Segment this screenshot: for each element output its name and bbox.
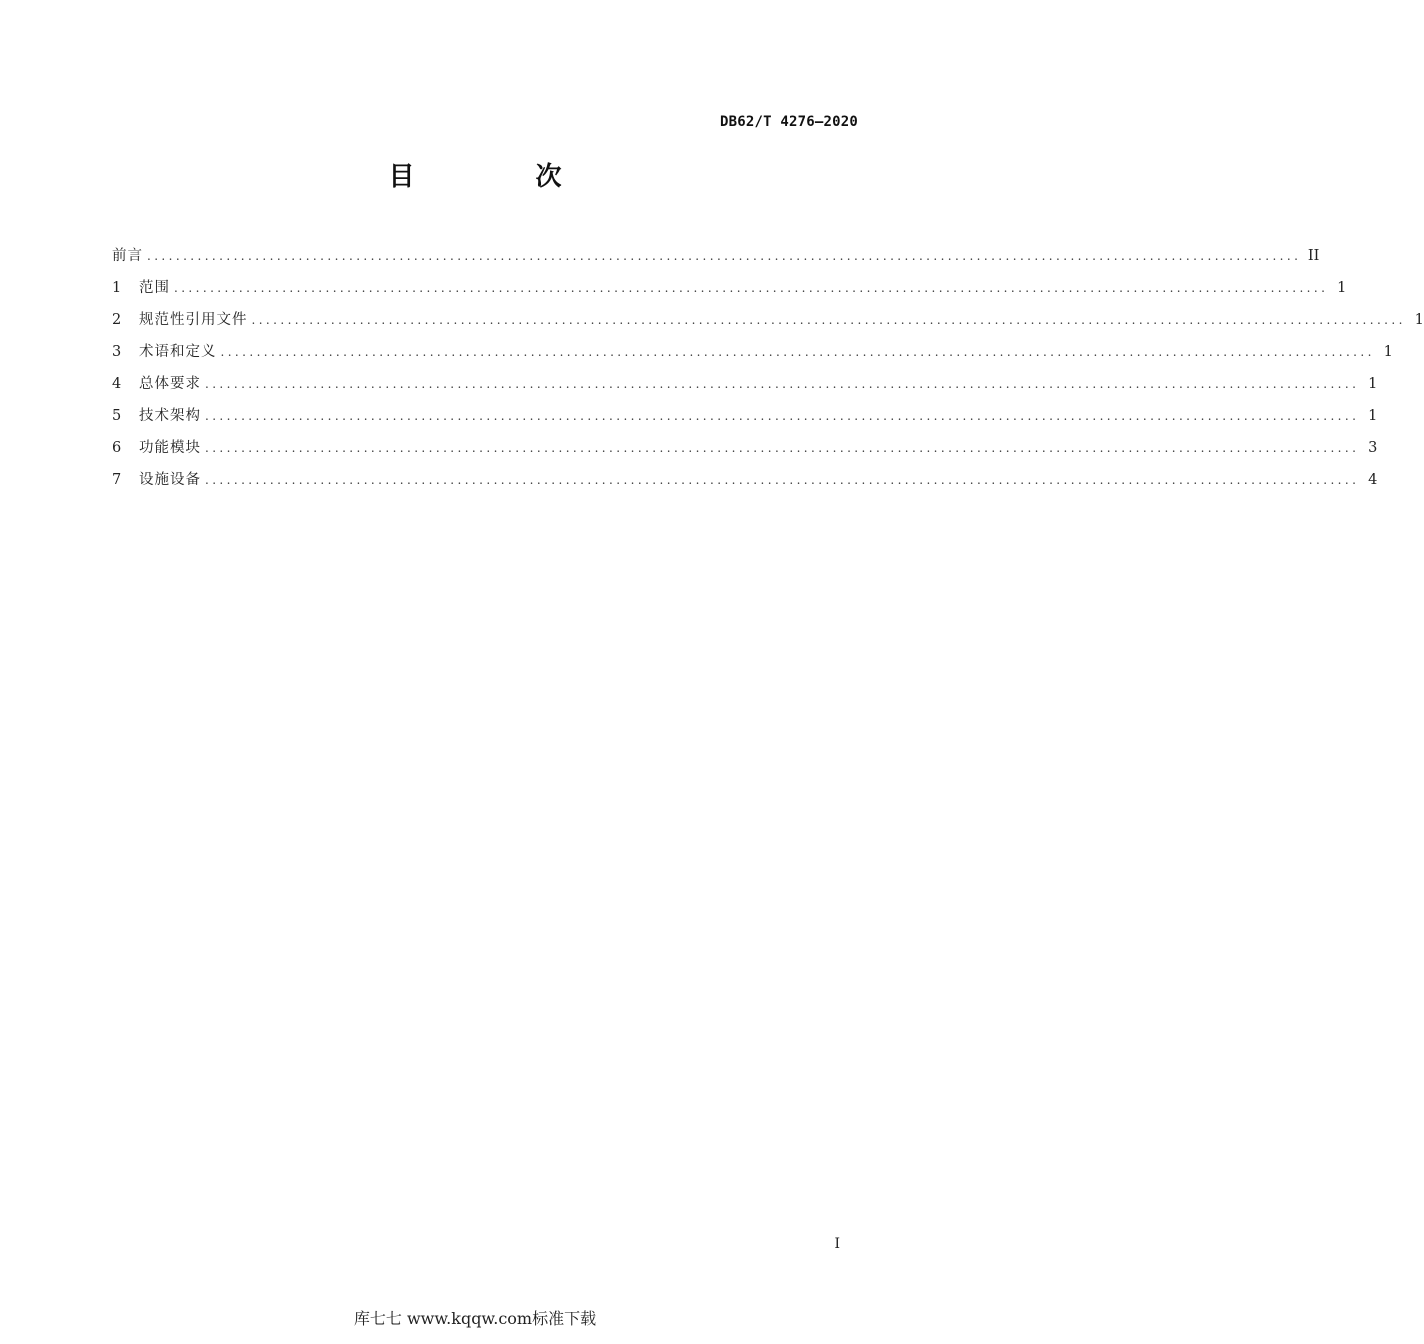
toc-leader-dots: ................................................................................................................................................................	[205, 377, 1360, 391]
toc-entry-technical-architecture[interactable]	[112, 404, 1378, 436]
toc-entry-functional-modules[interactable]	[112, 436, 1378, 468]
toc-leader-dots: ................................................................................................................................................................	[205, 441, 1360, 455]
toc-entry-label: 术语和定义	[139, 344, 217, 360]
toc-entry-page: 1	[1414, 312, 1424, 328]
toc-entry-number: 4	[112, 376, 122, 392]
toc-leader-dots: ................................................................................................................................................................	[174, 281, 1329, 295]
toc-entry-facilities-equipment[interactable]	[112, 468, 1378, 500]
toc-entry-foreword[interactable]	[112, 244, 1320, 276]
toc-entry-number: 2	[112, 312, 122, 328]
toc-entry-page: 1	[1383, 344, 1393, 360]
toc-entry-page: 1	[1368, 376, 1378, 392]
toc-entry-page: II	[1307, 248, 1320, 264]
toc-entry-label: 总体要求	[139, 376, 201, 392]
toc-entry-label: 范围	[139, 280, 170, 296]
toc-entry-number: 1	[112, 280, 122, 296]
toc-entry-normative-references[interactable]	[112, 308, 1424, 340]
toc-leader-dots: ................................................................................................................................................................	[147, 249, 1302, 263]
toc-entry-scope[interactable]	[112, 276, 1347, 308]
toc-entry-label: 设施设备	[139, 472, 201, 488]
toc-leader-dots: ................................................................................................................................................................	[251, 313, 1406, 327]
page-title: 目 次	[388, 162, 618, 192]
toc-entry-number: 3	[112, 344, 122, 360]
toc-entry-number: 5	[112, 408, 122, 424]
toc-entry-number: 6	[112, 440, 122, 456]
toc-entry-terms-definitions[interactable]	[112, 340, 1393, 372]
toc-entry-general-requirements[interactable]	[112, 372, 1378, 404]
page-number: I	[834, 1236, 840, 1252]
table-of-contents	[112, 244, 1424, 500]
toc-leader-dots: ................................................................................................................................................................	[205, 473, 1360, 487]
toc-leader-dots: ................................................................................................................................................................	[205, 409, 1360, 423]
footer-watermark: 库七七 www.kqqw.com标准下载	[353, 1309, 597, 1328]
standard-code: DB62/T 4276—2020	[719, 114, 858, 130]
toc-leader-dots: ................................................................................................................................................................	[220, 345, 1375, 359]
toc-entry-number: 7	[112, 472, 122, 488]
toc-entry-page: 3	[1368, 440, 1378, 456]
toc-entry-page: 1	[1337, 280, 1347, 296]
toc-entry-label: 功能模块	[139, 440, 201, 456]
toc-entry-page: 1	[1368, 408, 1378, 424]
toc-entry-page: 4	[1368, 472, 1378, 488]
toc-entry-label: 技术架构	[139, 408, 201, 424]
toc-entry-label: 规范性引用文件	[139, 312, 248, 328]
toc-entry-label: 前言	[112, 248, 143, 264]
